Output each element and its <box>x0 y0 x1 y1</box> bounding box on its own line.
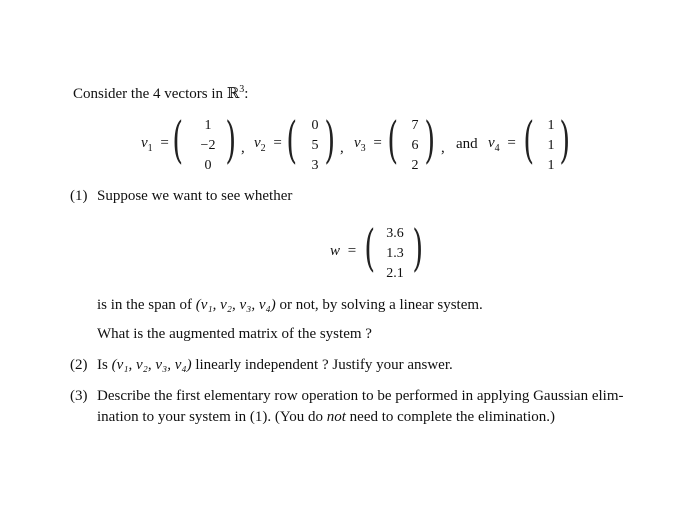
entry: 1 <box>547 118 555 133</box>
vector-v2-label: $v_2$ = <box>254 135 282 154</box>
vector-w-entries <box>378 224 412 284</box>
q3-emphasis: not <box>326 409 346 425</box>
q3-line2-suffix: need to complete the elimination.) <box>345 409 556 425</box>
equals-sign: = <box>160 135 169 151</box>
intro-line <box>73 84 248 103</box>
q1-number: (1) <box>70 188 88 204</box>
entry: 1 <box>547 158 555 173</box>
entry: 1 <box>204 118 212 133</box>
q2-suffix: linearly independent ? Justify your answer. <box>191 357 453 373</box>
q3-line2 <box>97 409 555 426</box>
vector-v3-label: $v_3$ = <box>354 135 382 154</box>
entry: 2.1 <box>386 266 404 281</box>
q3-line1: Describe the first elementary row operation to be performed in applying Gaussian elim- <box>97 388 624 404</box>
q1-question: What is the augmented matrix of the system ? <box>97 326 372 342</box>
left-paren: ( <box>364 219 376 277</box>
left-paren: ( <box>172 111 184 169</box>
q1-span-suffix: or not, by solving a linear system. <box>275 297 483 313</box>
entry: 5 <box>311 138 319 153</box>
entry: 2 <box>411 158 419 173</box>
q1-span-tuple: (v₁, v₂, v₃, v₄) <box>195 297 276 313</box>
separator: , <box>241 140 245 156</box>
entry: 0 <box>204 158 212 173</box>
real-space-exponent: 3 <box>239 84 245 95</box>
entry: 0 <box>311 118 319 133</box>
left-paren: ( <box>286 111 298 169</box>
right-paren: ) <box>324 111 336 169</box>
and-word: and <box>456 136 478 152</box>
right-paren: ) <box>424 111 436 169</box>
entry: 1 <box>547 138 555 153</box>
entry: 6 <box>411 138 419 153</box>
q3-line2-prefix: ination to your system in (1). (You do <box>97 409 327 425</box>
intro-middle: vectors in <box>160 86 227 102</box>
q1-span-line <box>97 297 483 314</box>
q3-number: (3) <box>70 388 88 404</box>
intro-prefix: Consider the <box>73 86 153 102</box>
vector-count: 4 <box>153 86 161 102</box>
equals-sign: = <box>373 135 382 151</box>
entry: −2 <box>200 138 216 153</box>
q2-number: (2) <box>70 357 88 373</box>
entry: 7 <box>411 118 419 133</box>
separator: , <box>441 140 445 156</box>
left-paren: ( <box>387 111 399 169</box>
entry: 3.6 <box>386 226 404 241</box>
separator: , <box>340 140 344 156</box>
entry: 3 <box>311 158 319 173</box>
q2-prefix: Is <box>97 357 112 373</box>
equals-sign: = <box>507 135 516 151</box>
q2-text <box>97 357 453 374</box>
left-paren: ( <box>523 111 535 169</box>
q1-text: Suppose we want to see whether <box>97 188 293 204</box>
equals-sign: = <box>273 135 282 151</box>
q2-tuple: (v₁, v₂, v₃, v₄) <box>111 357 192 373</box>
vector-v1-entries <box>188 116 228 176</box>
entry: 1.3 <box>386 246 404 261</box>
real-space: ℝ <box>226 86 240 102</box>
right-paren: ) <box>412 219 424 277</box>
equals-sign: = <box>347 243 357 259</box>
vector-v4-label: $v_4$ = <box>488 135 516 154</box>
q1-span-prefix: is in the span of <box>97 297 196 313</box>
right-paren: ) <box>559 111 571 169</box>
right-paren: ) <box>225 111 237 169</box>
vector-w-label: w = <box>330 243 357 259</box>
intro-suffix: : <box>244 86 249 102</box>
vector-v1-label: $v_1$ = <box>141 135 169 154</box>
